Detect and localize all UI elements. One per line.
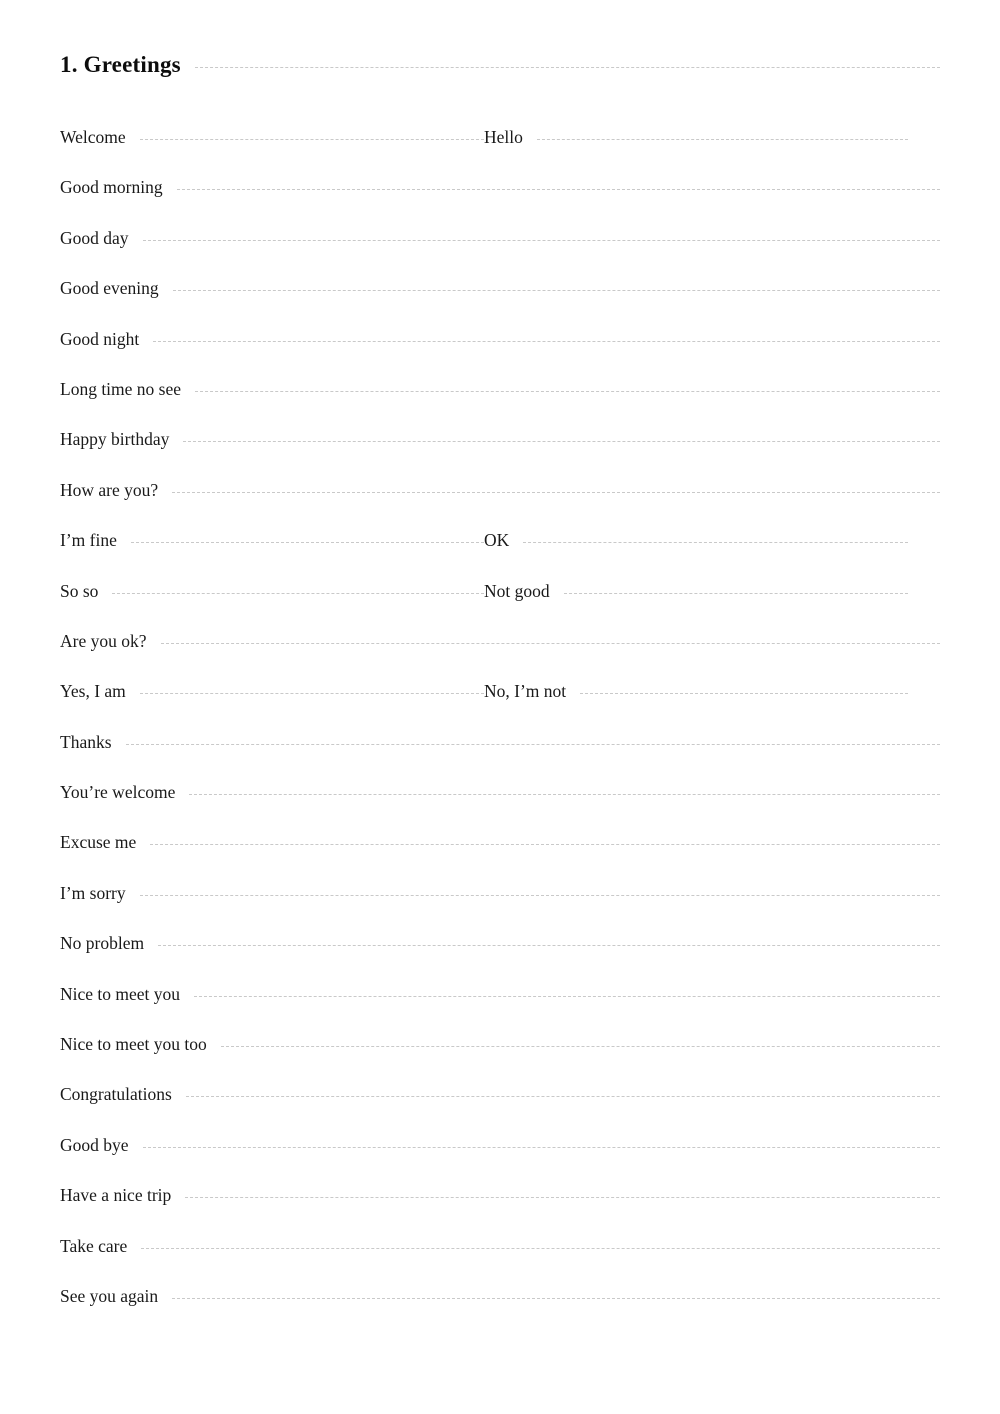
- answer-write-line[interactable]: [221, 1046, 940, 1047]
- phrase-label: Excuse me: [60, 832, 137, 853]
- phrase-entry: [60, 126, 484, 148]
- phrase-row: [60, 1083, 940, 1133]
- phrase-row: [60, 630, 940, 680]
- phrase-row: [60, 428, 940, 478]
- phrase-row: [60, 479, 940, 529]
- phrase-label: You’re welcome: [60, 782, 176, 803]
- answer-write-line[interactable]: [161, 643, 940, 644]
- phrase-list: [60, 126, 940, 1335]
- phrase-entry: [60, 378, 940, 400]
- phrase-entry: [60, 529, 484, 551]
- answer-write-line[interactable]: [537, 139, 908, 140]
- answer-write-line[interactable]: [143, 1147, 940, 1148]
- phrase-row: [60, 781, 940, 831]
- answer-write-line[interactable]: [143, 240, 940, 241]
- phrase-entry: [60, 1134, 940, 1156]
- phrase-entry: [60, 1184, 940, 1206]
- phrase-label: Are you ok?: [60, 630, 147, 651]
- phrase-label: Good morning: [60, 177, 163, 198]
- answer-write-line[interactable]: [131, 542, 484, 543]
- phrase-entry: [60, 277, 940, 299]
- phrase-row: [60, 277, 940, 327]
- phrase-entry: [60, 328, 940, 350]
- phrase-row: [60, 882, 940, 932]
- phrase-row: [60, 176, 940, 226]
- phrase-row: [60, 580, 940, 630]
- phrase-entry: [484, 529, 908, 551]
- phrase-entry: [60, 731, 940, 753]
- phrase-entry: [60, 1235, 940, 1257]
- answer-write-line[interactable]: [140, 139, 484, 140]
- phrase-row: [60, 378, 940, 428]
- phrase-label: Happy birthday: [60, 429, 170, 450]
- phrase-label: Yes, I am: [60, 681, 126, 702]
- phrase-row: [60, 680, 940, 730]
- phrase-label: How are you?: [60, 479, 159, 500]
- phrase-label: OK: [484, 530, 510, 551]
- phrase-entry: [60, 831, 940, 853]
- answer-write-line[interactable]: [564, 593, 908, 594]
- phrase-entry: [60, 1033, 940, 1055]
- answer-write-line[interactable]: [177, 189, 940, 190]
- phrase-label: Thanks: [60, 731, 112, 752]
- phrase-label: Welcome: [60, 127, 126, 147]
- heading-dotted-rule: [195, 67, 940, 68]
- phrase-label: No, I’m not: [484, 681, 567, 702]
- answer-write-line[interactable]: [141, 1248, 940, 1249]
- phrase-row: [60, 1033, 940, 1083]
- phrase-label: See you again: [60, 1285, 159, 1306]
- phrase-row: [60, 529, 940, 579]
- answer-write-line[interactable]: [140, 693, 484, 694]
- phrase-label: Long time no see: [60, 378, 182, 399]
- phrase-entry: [60, 227, 940, 249]
- phrase-entry: [60, 580, 484, 602]
- phrase-label: Take care: [60, 1235, 128, 1256]
- phrase-label: Congratulations: [60, 1084, 172, 1105]
- phrase-row: [60, 1285, 940, 1335]
- phrase-row: [60, 1235, 940, 1285]
- answer-write-line[interactable]: [189, 794, 940, 795]
- phrase-entry: [60, 882, 940, 904]
- phrase-entry: [60, 932, 940, 954]
- phrase-row: [60, 1184, 940, 1234]
- answer-write-line[interactable]: [126, 744, 940, 745]
- phrase-entry: [60, 479, 940, 501]
- phrase-label: Have a nice trip: [60, 1185, 172, 1206]
- phrase-label: No problem: [60, 933, 145, 954]
- phrase-entry: [60, 983, 940, 1005]
- phrase-entry: [60, 1083, 940, 1105]
- phrase-entry: [60, 781, 940, 803]
- phrase-label: Hello: [484, 127, 523, 147]
- phrase-label: Not good: [484, 580, 550, 601]
- phrase-label: Nice to meet you: [60, 983, 181, 1004]
- phrase-entry: [60, 428, 940, 450]
- phrase-label: I’m sorry: [60, 882, 126, 903]
- phrase-entry: [60, 176, 940, 198]
- answer-write-line[interactable]: [172, 1298, 940, 1299]
- page-title: 1. Greetings: [60, 52, 181, 77]
- phrase-label: Good day: [60, 227, 129, 248]
- answer-write-line[interactable]: [153, 341, 940, 342]
- section-heading: [60, 52, 940, 78]
- answer-write-line[interactable]: [195, 391, 940, 392]
- phrase-label: Good bye: [60, 1134, 129, 1155]
- phrase-entry: [60, 680, 484, 702]
- phrase-row: [60, 831, 940, 881]
- answer-write-line[interactable]: [172, 492, 940, 493]
- phrase-entry: [60, 630, 940, 652]
- phrase-row: [60, 731, 940, 781]
- answer-write-line[interactable]: [183, 441, 940, 442]
- answer-write-line[interactable]: [140, 895, 940, 896]
- answer-write-line[interactable]: [173, 290, 940, 291]
- answer-write-line[interactable]: [150, 844, 940, 845]
- phrase-label: I’m fine: [60, 530, 117, 551]
- phrase-row: [60, 1134, 940, 1184]
- phrase-entry: [484, 680, 908, 702]
- phrase-entry: [484, 580, 908, 602]
- answer-write-line[interactable]: [185, 1197, 940, 1198]
- answer-write-line[interactable]: [186, 1096, 940, 1097]
- phrase-entry: [484, 126, 908, 148]
- answer-write-line[interactable]: [158, 945, 940, 946]
- phrase-row: [60, 227, 940, 277]
- phrase-label: Good night: [60, 328, 140, 349]
- phrase-label: Good evening: [60, 278, 159, 299]
- phrase-row: [60, 328, 940, 378]
- answer-write-line[interactable]: [112, 593, 484, 594]
- answer-write-line[interactable]: [194, 996, 940, 997]
- phrase-row: [60, 126, 940, 176]
- phrase-row: [60, 983, 940, 1033]
- phrase-row: [60, 932, 940, 982]
- phrase-entry: [60, 1285, 940, 1307]
- phrase-label: Nice to meet you too: [60, 1034, 207, 1055]
- phrase-label: So so: [60, 580, 99, 601]
- answer-write-line[interactable]: [580, 693, 908, 694]
- answer-write-line[interactable]: [523, 542, 908, 543]
